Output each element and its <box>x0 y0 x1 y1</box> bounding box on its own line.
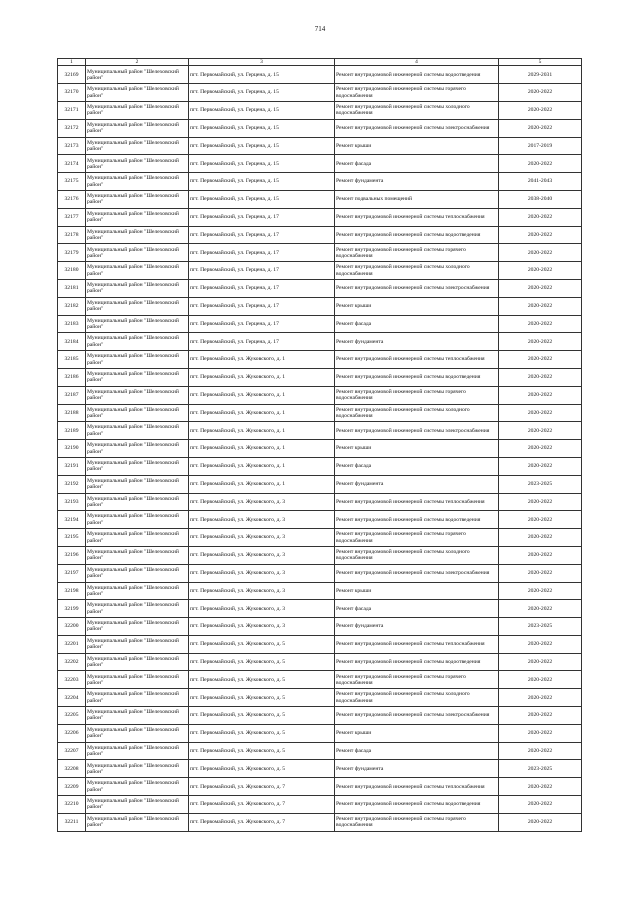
row-number-cell: 32191 <box>58 457 86 475</box>
table-row <box>58 119 582 137</box>
row-number-cell: 32210 <box>58 796 86 814</box>
municipality-cell: Муниципальный район "Шелеховский район" <box>86 66 189 84</box>
row-number-cell: 32176 <box>58 190 86 208</box>
municipality-cell: Муниципальный район "Шелеховский район" <box>86 475 189 493</box>
period-cell: 2020-2022 <box>499 707 582 725</box>
column-number-cell: 2 <box>86 59 189 66</box>
work-type-cell: Ремонт фасада <box>335 315 499 333</box>
work-type-cell: Ремонт внутридомовой инженерной системы электроснабжения <box>335 279 499 297</box>
row-number-cell: 32180 <box>58 262 86 280</box>
address-cell: пгт. Первомайский, ул. Герцена, д. 17 <box>189 315 335 333</box>
row-number-cell: 32187 <box>58 386 86 404</box>
work-type-cell: Ремонт внутридомовой инженерной системы холодного водоснабжения <box>335 262 499 280</box>
address-cell: пгт. Первомайский, ул. Герцена, д. 17 <box>189 244 335 262</box>
municipality-cell: Муниципальный район "Шелеховский район" <box>86 155 189 173</box>
municipality-cell: Муниципальный район "Шелеховский район" <box>86 368 189 386</box>
row-number-cell: 32209 <box>58 778 86 796</box>
row-number-cell: 32190 <box>58 440 86 458</box>
municipality-cell: Муниципальный район "Шелеховский район" <box>86 137 189 155</box>
address-cell: пгт. Первомайский, ул. Жуковского, д. 3 <box>189 618 335 636</box>
work-type-cell: Ремонт внутридомовой инженерной системы горячего водоснабжения <box>335 244 499 262</box>
municipality-cell: Муниципальный район "Шелеховский район" <box>86 244 189 262</box>
table-row <box>58 101 582 119</box>
address-cell: пгт. Первомайский, ул. Жуковского, д. 3 <box>189 582 335 600</box>
municipality-cell: Муниципальный район "Шелеховский район" <box>86 190 189 208</box>
period-cell: 2020-2022 <box>499 724 582 742</box>
table-row <box>58 742 582 760</box>
row-number-cell: 32197 <box>58 564 86 582</box>
row-number-cell: 32174 <box>58 155 86 173</box>
address-cell: пгт. Первомайский, ул. Жуковского, д. 5 <box>189 671 335 689</box>
address-cell: пгт. Первомайский, ул. Герцена, д. 17 <box>189 262 335 280</box>
row-number-cell: 32203 <box>58 671 86 689</box>
period-cell: 2020-2022 <box>499 813 582 831</box>
work-type-cell: Ремонт внутридомовой инженерной системы холодного водоснабжения <box>335 404 499 422</box>
address-cell: пгт. Первомайский, ул. Герцена, д. 17 <box>189 279 335 297</box>
work-type-cell: Ремонт внутридомовой инженерной системы холодного водоснабжения <box>335 689 499 707</box>
period-cell: 2020-2022 <box>499 529 582 547</box>
work-type-cell: Ремонт внутридомовой инженерной системы водоотведения <box>335 368 499 386</box>
table-row <box>58 244 582 262</box>
row-number-cell: 32192 <box>58 475 86 493</box>
address-cell: пгт. Первомайский, ул. Жуковского, д. 7 <box>189 813 335 831</box>
row-number-cell: 32177 <box>58 208 86 226</box>
address-cell: пгт. Первомайский, ул. Герцена, д. 15 <box>189 66 335 84</box>
address-cell: пгт. Первомайский, ул. Жуковского, д. 5 <box>189 707 335 725</box>
municipality-cell: Муниципальный район "Шелеховский район" <box>86 173 189 191</box>
table-row <box>58 546 582 564</box>
row-number-cell: 32175 <box>58 173 86 191</box>
table-row <box>58 493 582 511</box>
work-type-cell: Ремонт фасада <box>335 742 499 760</box>
table-row <box>58 190 582 208</box>
municipality-cell: Муниципальный район "Шелеховский район" <box>86 635 189 653</box>
table-row <box>58 386 582 404</box>
work-type-cell: Ремонт фундамента <box>335 333 499 351</box>
register-table <box>57 58 582 832</box>
table-row <box>58 760 582 778</box>
work-type-cell: Ремонт внутридомовой инженерной системы теплоснабжения <box>335 778 499 796</box>
row-number-cell: 32211 <box>58 813 86 831</box>
address-cell: пгт. Первомайский, ул. Жуковского, д. 1 <box>189 386 335 404</box>
work-type-cell: Ремонт фасада <box>335 457 499 475</box>
table-row <box>58 315 582 333</box>
work-type-cell: Ремонт внутридомовой инженерной системы холодного водоснабжения <box>335 546 499 564</box>
work-type-cell: Ремонт внутридомовой инженерной системы электроснабжения <box>335 564 499 582</box>
column-number-cell: 1 <box>58 59 86 66</box>
work-type-cell: Ремонт внутридомовой инженерной системы горячего водоснабжения <box>335 386 499 404</box>
address-cell: пгт. Первомайский, ул. Герцена, д. 15 <box>189 101 335 119</box>
address-cell: пгт. Первомайский, ул. Жуковского, д. 1 <box>189 475 335 493</box>
work-type-cell: Ремонт внутридомовой инженерной системы водоотведения <box>335 66 499 84</box>
period-cell: 2020-2022 <box>499 297 582 315</box>
row-number-cell: 32181 <box>58 279 86 297</box>
column-number-cell: 4 <box>335 59 499 66</box>
address-cell: пгт. Первомайский, ул. Герцена, д. 17 <box>189 226 335 244</box>
period-cell: 2020-2022 <box>499 208 582 226</box>
row-number-cell: 32185 <box>58 351 86 369</box>
period-cell: 2020-2022 <box>499 742 582 760</box>
address-cell: пгт. Первомайский, ул. Герцена, д. 15 <box>189 84 335 102</box>
period-cell: 2020-2022 <box>499 386 582 404</box>
work-type-cell: Ремонт фундамента <box>335 618 499 636</box>
row-number-cell: 32207 <box>58 742 86 760</box>
table-row <box>58 671 582 689</box>
municipality-cell: Муниципальный район "Шелеховский район" <box>86 796 189 814</box>
period-cell: 2038-2040 <box>499 190 582 208</box>
table-row <box>58 689 582 707</box>
work-type-cell: Ремонт крыши <box>335 440 499 458</box>
table-row <box>58 440 582 458</box>
address-cell: пгт. Первомайский, ул. Жуковского, д. 1 <box>189 422 335 440</box>
row-number-cell: 32198 <box>58 582 86 600</box>
address-cell: пгт. Первомайский, ул. Жуковского, д. 3 <box>189 546 335 564</box>
work-type-cell: Ремонт крыши <box>335 724 499 742</box>
period-cell: 2020-2022 <box>499 119 582 137</box>
table-row <box>58 813 582 831</box>
municipality-cell: Муниципальный район "Шелеховский район" <box>86 618 189 636</box>
table-row <box>58 368 582 386</box>
period-cell: 2020-2022 <box>499 351 582 369</box>
municipality-cell: Муниципальный район "Шелеховский район" <box>86 101 189 119</box>
row-number-cell: 32201 <box>58 635 86 653</box>
table-row <box>58 653 582 671</box>
work-type-cell: Ремонт внутридомовой инженерной системы горячего водоснабжения <box>335 84 499 102</box>
address-cell: пгт. Первомайский, ул. Герцена, д. 15 <box>189 137 335 155</box>
municipality-cell: Муниципальный район "Шелеховский район" <box>86 351 189 369</box>
address-cell: пгт. Первомайский, ул. Жуковского, д. 1 <box>189 457 335 475</box>
address-cell: пгт. Первомайский, ул. Герцена, д. 15 <box>189 173 335 191</box>
row-number-cell: 32172 <box>58 119 86 137</box>
period-cell: 2020-2022 <box>499 582 582 600</box>
municipality-cell: Муниципальный район "Шелеховский район" <box>86 457 189 475</box>
table-row <box>58 582 582 600</box>
address-cell: пгт. Первомайский, ул. Жуковского, д. 3 <box>189 511 335 529</box>
work-type-cell: Ремонт крыши <box>335 297 499 315</box>
table-row <box>58 796 582 814</box>
work-type-cell: Ремонт внутридомовой инженерной системы теплоснабжения <box>335 208 499 226</box>
row-number-cell: 32169 <box>58 66 86 84</box>
address-cell: пгт. Первомайский, ул. Жуковского, д. 1 <box>189 368 335 386</box>
work-type-cell: Ремонт внутридомовой инженерной системы водоотведения <box>335 796 499 814</box>
row-number-cell: 32189 <box>58 422 86 440</box>
table-row <box>58 707 582 725</box>
period-cell: 2041-2043 <box>499 173 582 191</box>
period-cell: 2023-2025 <box>499 760 582 778</box>
column-number-cell: 3 <box>189 59 335 66</box>
row-number-cell: 32199 <box>58 600 86 618</box>
row-number-cell: 32173 <box>58 137 86 155</box>
period-cell: 2020-2022 <box>499 564 582 582</box>
address-cell: пгт. Первомайский, ул. Герцена, д. 15 <box>189 155 335 173</box>
table-row <box>58 297 582 315</box>
row-number-cell: 32188 <box>58 404 86 422</box>
municipality-cell: Муниципальный район "Шелеховский район" <box>86 724 189 742</box>
municipality-cell: Муниципальный район "Шелеховский район" <box>86 689 189 707</box>
row-number-cell: 32204 <box>58 689 86 707</box>
table-row <box>58 618 582 636</box>
municipality-cell: Муниципальный район "Шелеховский район" <box>86 813 189 831</box>
period-cell: 2020-2022 <box>499 493 582 511</box>
address-cell: пгт. Первомайский, ул. Жуковского, д. 5 <box>189 689 335 707</box>
address-cell: пгт. Первомайский, ул. Жуковского, д. 7 <box>189 796 335 814</box>
table-row <box>58 226 582 244</box>
row-number-cell: 32178 <box>58 226 86 244</box>
municipality-cell: Муниципальный район "Шелеховский район" <box>86 208 189 226</box>
work-type-cell: Ремонт внутридомовой инженерной системы горячего водоснабжения <box>335 529 499 547</box>
table-row <box>58 778 582 796</box>
period-cell: 2029-2031 <box>499 66 582 84</box>
municipality-cell: Муниципальный район "Шелеховский район" <box>86 315 189 333</box>
work-type-cell: Ремонт внутридомовой инженерной системы электроснабжения <box>335 422 499 440</box>
row-number-cell: 32202 <box>58 653 86 671</box>
municipality-cell: Муниципальный район "Шелеховский район" <box>86 511 189 529</box>
address-cell: пгт. Первомайский, ул. Жуковского, д. 5 <box>189 635 335 653</box>
period-cell: 2020-2022 <box>499 226 582 244</box>
period-cell: 2020-2022 <box>499 457 582 475</box>
row-number-cell: 32170 <box>58 84 86 102</box>
table-row <box>58 279 582 297</box>
row-number-cell: 32193 <box>58 493 86 511</box>
column-number-row <box>58 59 582 66</box>
address-cell: пгт. Первомайский, ул. Жуковского, д. 1 <box>189 440 335 458</box>
municipality-cell: Муниципальный район "Шелеховский район" <box>86 707 189 725</box>
row-number-cell: 32182 <box>58 297 86 315</box>
table-row <box>58 137 582 155</box>
column-number-cell: 5 <box>499 59 582 66</box>
address-cell: пгт. Первомайский, ул. Жуковского, д. 3 <box>189 529 335 547</box>
period-cell: 2020-2022 <box>499 546 582 564</box>
table-row <box>58 173 582 191</box>
address-cell: пгт. Первомайский, ул. Жуковского, д. 1 <box>189 351 335 369</box>
period-cell: 2020-2022 <box>499 600 582 618</box>
table-row <box>58 529 582 547</box>
work-type-cell: Ремонт внутридомовой инженерной системы водоотведения <box>335 226 499 244</box>
address-cell: пгт. Первомайский, ул. Герцена, д. 17 <box>189 333 335 351</box>
address-cell: пгт. Первомайский, ул. Жуковского, д. 5 <box>189 724 335 742</box>
row-number-cell: 32183 <box>58 315 86 333</box>
period-cell: 2020-2022 <box>499 279 582 297</box>
row-number-cell: 32196 <box>58 546 86 564</box>
table-row <box>58 84 582 102</box>
municipality-cell: Муниципальный район "Шелеховский район" <box>86 422 189 440</box>
municipality-cell: Муниципальный район "Шелеховский район" <box>86 333 189 351</box>
table-row <box>58 600 582 618</box>
period-cell: 2020-2022 <box>499 511 582 529</box>
table-row <box>58 457 582 475</box>
period-cell: 2017-2019 <box>499 137 582 155</box>
work-type-cell: Ремонт внутридомовой инженерной системы теплоснабжения <box>335 351 499 369</box>
municipality-cell: Муниципальный район "Шелеховский район" <box>86 279 189 297</box>
municipality-cell: Муниципальный район "Шелеховский район" <box>86 582 189 600</box>
table-row <box>58 351 582 369</box>
page-number: 714 <box>314 25 326 33</box>
municipality-cell: Муниципальный район "Шелеховский район" <box>86 297 189 315</box>
table-row <box>58 262 582 280</box>
table-row <box>58 511 582 529</box>
municipality-cell: Муниципальный район "Шелеховский район" <box>86 404 189 422</box>
register-table-body <box>58 59 582 832</box>
period-cell: 2020-2022 <box>499 155 582 173</box>
work-type-cell: Ремонт внутридомовой инженерной системы теплоснабжения <box>335 493 499 511</box>
municipality-cell: Муниципальный район "Шелеховский район" <box>86 671 189 689</box>
row-number-cell: 32206 <box>58 724 86 742</box>
municipality-cell: Муниципальный район "Шелеховский район" <box>86 386 189 404</box>
address-cell: пгт. Первомайский, ул. Герцена, д. 17 <box>189 208 335 226</box>
work-type-cell: Ремонт внутридомовой инженерной системы холодного водоснабжения <box>335 101 499 119</box>
municipality-cell: Муниципальный район "Шелеховский район" <box>86 742 189 760</box>
row-number-cell: 32208 <box>58 760 86 778</box>
address-cell: пгт. Первомайский, ул. Жуковского, д. 5 <box>189 760 335 778</box>
municipality-cell: Муниципальный район "Шелеховский район" <box>86 440 189 458</box>
period-cell: 2020-2022 <box>499 689 582 707</box>
row-number-cell: 32194 <box>58 511 86 529</box>
table-row <box>58 155 582 173</box>
municipality-cell: Муниципальный район "Шелеховский район" <box>86 760 189 778</box>
table-row <box>58 66 582 84</box>
work-type-cell: Ремонт внутридомовой инженерной системы водоотведения <box>335 511 499 529</box>
period-cell: 2020-2022 <box>499 422 582 440</box>
row-number-cell: 32171 <box>58 101 86 119</box>
address-cell: пгт. Первомайский, ул. Жуковского, д. 7 <box>189 778 335 796</box>
period-cell: 2020-2022 <box>499 440 582 458</box>
address-cell: пгт. Первомайский, ул. Герцена, д. 15 <box>189 190 335 208</box>
work-type-cell: Ремонт фасада <box>335 600 499 618</box>
municipality-cell: Муниципальный район "Шелеховский район" <box>86 262 189 280</box>
municipality-cell: Муниципальный район "Шелеховский район" <box>86 226 189 244</box>
table-row <box>58 475 582 493</box>
municipality-cell: Муниципальный район "Шелеховский район" <box>86 564 189 582</box>
work-type-cell: Ремонт внутридомовой инженерной системы электроснабжения <box>335 707 499 725</box>
period-cell: 2020-2022 <box>499 101 582 119</box>
period-cell: 2023-2025 <box>499 618 582 636</box>
period-cell: 2020-2022 <box>499 653 582 671</box>
table-row <box>58 404 582 422</box>
address-cell: пгт. Первомайский, ул. Жуковского, д. 5 <box>189 653 335 671</box>
address-cell: пгт. Первомайский, ул. Жуковского, д. 1 <box>189 404 335 422</box>
work-type-cell: Ремонт внутридомовой инженерной системы теплоснабжения <box>335 635 499 653</box>
row-number-cell: 32200 <box>58 618 86 636</box>
table-row <box>58 635 582 653</box>
row-number-cell: 32186 <box>58 368 86 386</box>
work-type-cell: Ремонт внутридомовой инженерной системы горячего водоснабжения <box>335 813 499 831</box>
municipality-cell: Муниципальный район "Шелеховский район" <box>86 84 189 102</box>
municipality-cell: Муниципальный район "Шелеховский район" <box>86 529 189 547</box>
table-row <box>58 208 582 226</box>
address-cell: пгт. Первомайский, ул. Жуковского, д. 3 <box>189 493 335 511</box>
table-row <box>58 333 582 351</box>
municipality-cell: Муниципальный район "Шелеховский район" <box>86 119 189 137</box>
address-cell: пгт. Первомайский, ул. Герцена, д. 17 <box>189 297 335 315</box>
period-cell: 2020-2022 <box>499 635 582 653</box>
municipality-cell: Муниципальный район "Шелеховский район" <box>86 778 189 796</box>
address-cell: пгт. Первомайский, ул. Герцена, д. 15 <box>189 119 335 137</box>
period-cell: 2023-2025 <box>499 475 582 493</box>
period-cell: 2020-2022 <box>499 84 582 102</box>
work-type-cell: Ремонт фундамента <box>335 173 499 191</box>
row-number-cell: 32205 <box>58 707 86 725</box>
address-cell: пгт. Первомайский, ул. Жуковского, д. 3 <box>189 600 335 618</box>
work-type-cell: Ремонт крыши <box>335 137 499 155</box>
table-row <box>58 422 582 440</box>
row-number-cell: 32184 <box>58 333 86 351</box>
municipality-cell: Муниципальный район "Шелеховский район" <box>86 546 189 564</box>
work-type-cell: Ремонт подвальных помещений <box>335 190 499 208</box>
address-cell: пгт. Первомайский, ул. Жуковского, д. 5 <box>189 742 335 760</box>
row-number-cell: 32179 <box>58 244 86 262</box>
period-cell: 2020-2022 <box>499 315 582 333</box>
row-number-cell: 32195 <box>58 529 86 547</box>
municipality-cell: Муниципальный район "Шелеховский район" <box>86 600 189 618</box>
period-cell: 2020-2022 <box>499 671 582 689</box>
municipality-cell: Муниципальный район "Шелеховский район" <box>86 493 189 511</box>
period-cell: 2020-2022 <box>499 333 582 351</box>
table-row <box>58 724 582 742</box>
work-type-cell: Ремонт крыши <box>335 582 499 600</box>
work-type-cell: Ремонт фундамента <box>335 760 499 778</box>
work-type-cell: Ремонт внутридомовой инженерной системы горячего водоснабжения <box>335 671 499 689</box>
period-cell: 2020-2022 <box>499 368 582 386</box>
period-cell: 2020-2022 <box>499 244 582 262</box>
period-cell: 2020-2022 <box>499 778 582 796</box>
address-cell: пгт. Первомайский, ул. Жуковского, д. 3 <box>189 564 335 582</box>
work-type-cell: Ремонт фундамента <box>335 475 499 493</box>
period-cell: 2020-2022 <box>499 404 582 422</box>
municipality-cell: Муниципальный район "Шелеховский район" <box>86 653 189 671</box>
table-row <box>58 564 582 582</box>
period-cell: 2020-2022 <box>499 796 582 814</box>
work-type-cell: Ремонт внутридомовой инженерной системы электроснабжения <box>335 119 499 137</box>
work-type-cell: Ремонт внутридомовой инженерной системы водоотведения <box>335 653 499 671</box>
period-cell: 2020-2022 <box>499 262 582 280</box>
work-type-cell: Ремонт фасада <box>335 155 499 173</box>
